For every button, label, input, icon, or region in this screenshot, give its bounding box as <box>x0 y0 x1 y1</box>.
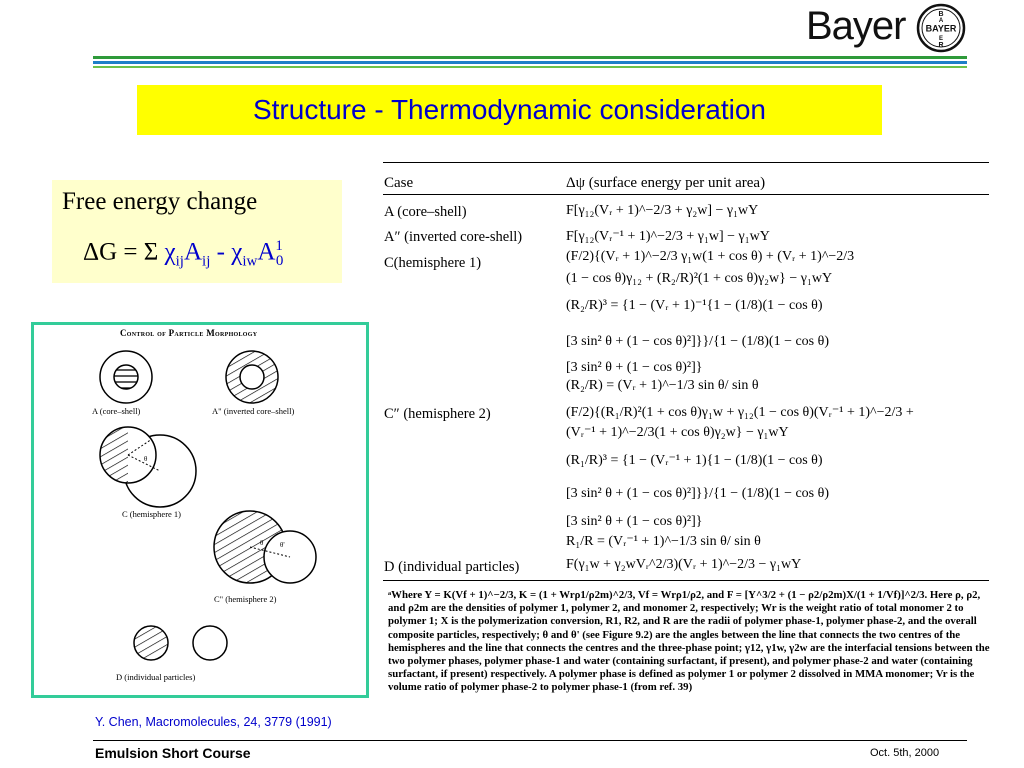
core-shell-particle <box>100 351 152 403</box>
slide-title: Structure - Thermodynamic consideration <box>137 85 882 135</box>
svg-text:R: R <box>938 42 944 49</box>
row-formula-4: (R₂/R)³ = {1 − (Vᵣ + 1)⁻¹{1 − (1/8)(1 − cos θ) <box>566 298 823 313</box>
header-band-blue <box>93 61 967 64</box>
eq-a1: A <box>183 238 203 266</box>
row-case-0: A (core–shell) <box>384 204 467 220</box>
table-top-rule <box>383 162 989 163</box>
caption-hemisphere-2: C" (hemisphere 2) <box>214 594 277 604</box>
footer-date: Oct. 5th, 2000 <box>870 747 940 759</box>
brand-wordmark: Bayer <box>806 4 906 48</box>
eq-chi1-sub: ij <box>175 253 184 270</box>
row-formula-9: (Vᵣ⁻¹ + 1)^−2/3(1 + cos θ)γ₂w} − γ₁wY <box>566 425 789 440</box>
row-formula-5: [3 sin² θ + (1 − cos θ)²]}}/{1 − (1/8)(1 − cos θ) <box>566 334 829 349</box>
row-case-8: C″ (hemisphere 2) <box>384 406 491 422</box>
row-formula-3: (1 − cos θ)γ₁₂ + (R₂/R)²(1 + cos θ)γ₂w} − γ₁wY <box>566 271 833 286</box>
theta-label-1: θ <box>144 455 148 463</box>
citation: Y. Chen, Macromolecules, 24, 3779 (1991) <box>95 715 332 729</box>
inverted-core-shell-particle <box>226 351 278 403</box>
eq-chi1: χ <box>164 238 176 266</box>
footer-rule <box>93 740 967 741</box>
table-header-energy: Δψ (surface energy per unit area) <box>566 175 766 191</box>
figure-title: Control of Particle Morphology <box>120 328 258 338</box>
row-formula-13: R₁/R = (Vᵣ⁻¹ + 1)^−1/3 sin θ/ sin θ <box>566 534 761 549</box>
caption-individual: D (individual particles) <box>116 672 196 682</box>
row-formula-0: F[γ₁₂(Vᵣ + 1)^−2/3 + γ₂w] − γ₁wY <box>566 203 759 218</box>
free-energy-label: Free energy change <box>62 188 258 215</box>
svg-text:A: A <box>938 18 944 24</box>
eq-a2-sup: 1 <box>275 238 283 254</box>
hemisphere-2-particle <box>214 511 316 583</box>
hemisphere-1-particle <box>100 427 196 507</box>
svg-text:BAYER: BAYER <box>925 23 957 34</box>
header-band-lightgreen <box>93 66 967 68</box>
row-formula-14: F(γ₁w + γ₂wVᵣ^2/3)(Vᵣ + 1)^−2/3 − γ₁wY <box>566 557 802 572</box>
row-formula-8: (F/2){(R₁/R)²(1 + cos θ)γ₁w + γ₁₂(1 − cos θ)(Vᵣ⁻¹ + 1)^−2/3 + <box>566 405 914 420</box>
row-case-14: D (individual particles) <box>384 559 520 575</box>
row-formula-11: [3 sin² θ + (1 − cos θ)²]}}/{1 − (1/8)(1 − cos θ) <box>566 486 829 501</box>
individual-particles <box>134 626 227 660</box>
row-formula-7: (R₂/R) = (Vᵣ + 1)^−1/3 sin θ/ sin θ <box>566 378 759 393</box>
theta-label-2: θ <box>260 539 264 547</box>
morphology-diagrams <box>34 325 360 689</box>
eq-a2-sub: 0 <box>275 253 284 270</box>
svg-text:E: E <box>938 36 944 42</box>
eq-a1-sub: ij <box>202 253 211 270</box>
eq-chi2-sub: iw <box>242 253 258 270</box>
caption-hemisphere-1: C (hemisphere 1) <box>122 509 182 519</box>
footer-course: Emulsion Short Course <box>95 745 251 761</box>
row-formula-1: F[γ₁₂(Vᵣ⁻¹ + 1)^−2/3 + γ₁w] − γ₁wY <box>566 229 770 244</box>
caption-core-shell: A (core–shell) <box>92 406 141 416</box>
eq-lhs: ΔG = Σ <box>83 238 165 266</box>
row-formula-12: [3 sin² θ + (1 − cos θ)²]} <box>566 514 703 529</box>
row-case-2: C(hemisphere 1) <box>384 255 482 271</box>
table-bottom-rule <box>383 580 989 581</box>
table-header-rule <box>383 194 989 195</box>
theta-prime-label: θ' <box>280 541 285 549</box>
row-formula-10: (R₁/R)³ = {1 − (Vᵣ⁻¹ + 1){1 − (1/8)(1 − cos θ) <box>566 453 823 468</box>
eq-a2: A <box>257 238 276 266</box>
free-energy-equation <box>83 238 283 270</box>
svg-text:B: B <box>938 11 944 18</box>
eq-minus-chi: - χ <box>210 238 243 266</box>
row-formula-2: (F/2){(Vᵣ + 1)^−2/3 γ₁w(1 + cos θ) + (Vᵣ + 1)^−2/3 <box>566 249 855 264</box>
row-case-1: A″ (inverted core-shell) <box>384 229 523 245</box>
caption-inverted: A" (inverted core–shell) <box>212 406 295 416</box>
header-band-green <box>93 56 967 59</box>
bayer-cross-logo <box>916 3 966 53</box>
row-formula-6: [3 sin² θ + (1 − cos θ)²]} <box>566 360 703 375</box>
table-header-case: Case <box>384 175 414 191</box>
table-footnote: ᵃWhere Y = K(Vf + 1)^−2/3, K = (1 + Wrρ1/ρ2m)^2/3, Vf = Wrρ1/ρ2, and F = [Y^3/2 + (1 − ρ2/ρ2m)X/(1 + 1/Vf)]^2/3. Here ρ, ρ2, and ρ2m are the densities of polymer 1, polymer 2, and monomer 2, respectively; Wr is the weight ratio of total monomer 2 to polymer 1; X is the polymerization conversion, R1, R2, and R are the radii of polymer phase-1, polymer phase-2, and the overall composite particles, respectively; θ and θ' (see Figure 9.2) are the angles between the line that connects the two centres of the hemispheres and the line that connects the centres and the three-phase point; γ12, γ1w, γ2w are the interfacial tensions between the two polymer phases, polymer phase-1 and water (containing surfactant, if present), and polymer phase-2 and water (containing surfactant, if present) respectively. A polymer phase is defined as polymer 1 or polymer 2 dissolved in MMA monomer; Vr is the volume ratio of polymer phase-2 to polymer phase-1 (from ref. 39) <box>388 589 990 694</box>
